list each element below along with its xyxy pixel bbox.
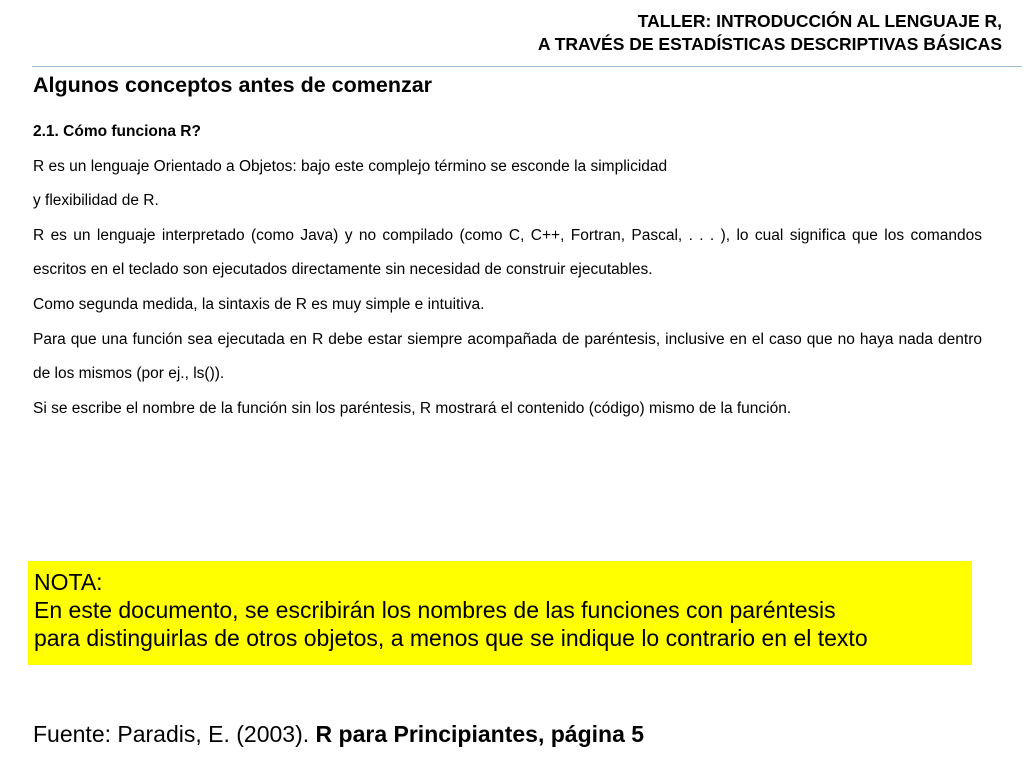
header-divider [32,66,1022,67]
source-citation [33,720,644,748]
header-title [538,10,1002,56]
header-title-line2: A TRAVÉS DE ESTADÍSTICAS DESCRIPTIVAS BÁSICAS [537,34,1002,54]
paragraph-4: Como segunda medida, la sintaxis de R es muy simple e intuitiva. [33,295,485,313]
paragraph-1: R es un lenguaje Orientado a Objetos: bajo este complejo término se esconde la simplicidad [33,157,668,175]
paragraph-2: y flexibilidad de R. [33,192,159,210]
section-heading: Algunos conceptos antes de comenzar [33,73,433,97]
subheading: 2.1. Cómo funciona R? [33,123,201,140]
source-prefix: Fuente: Paradis, E. (2003). [33,721,316,747]
note-box [28,561,972,665]
paragraph-5: Para que una función sea ejecutada en R debe estar siempre acompañada de paréntesis, inclusive en el caso que no haya nada dentro de los mismos (por ej., ls()). [33,330,982,383]
header-title-line1: TALLER: INTRODUCCIÓN AL LENGUAJE R, [637,11,1002,31]
source-book-title: R para Principiantes, página 5 [315,721,645,747]
note-line-1: En este documento, se escribirán los nombres de las funciones con paréntesis [34,597,836,623]
note-label: NOTA: [34,569,103,595]
paragraph-6: Si se escribe el nombre de la función sin los paréntesis, R mostrará el contenido (código) mismo de la función. [33,399,792,417]
paragraph-3: R es un lenguaje interpretado (como Java) y no compilado (como C, C++, Fortran, Pascal, . . . ), lo cual significa que los comandos escritos en el teclado son ejecutados directamente sin necesidad de construir ejecutables. [33,226,982,279]
note-line-2: para distinguirlas de otros objetos, a menos que se indique lo contrario en el texto [34,625,868,651]
body-text [33,115,982,426]
